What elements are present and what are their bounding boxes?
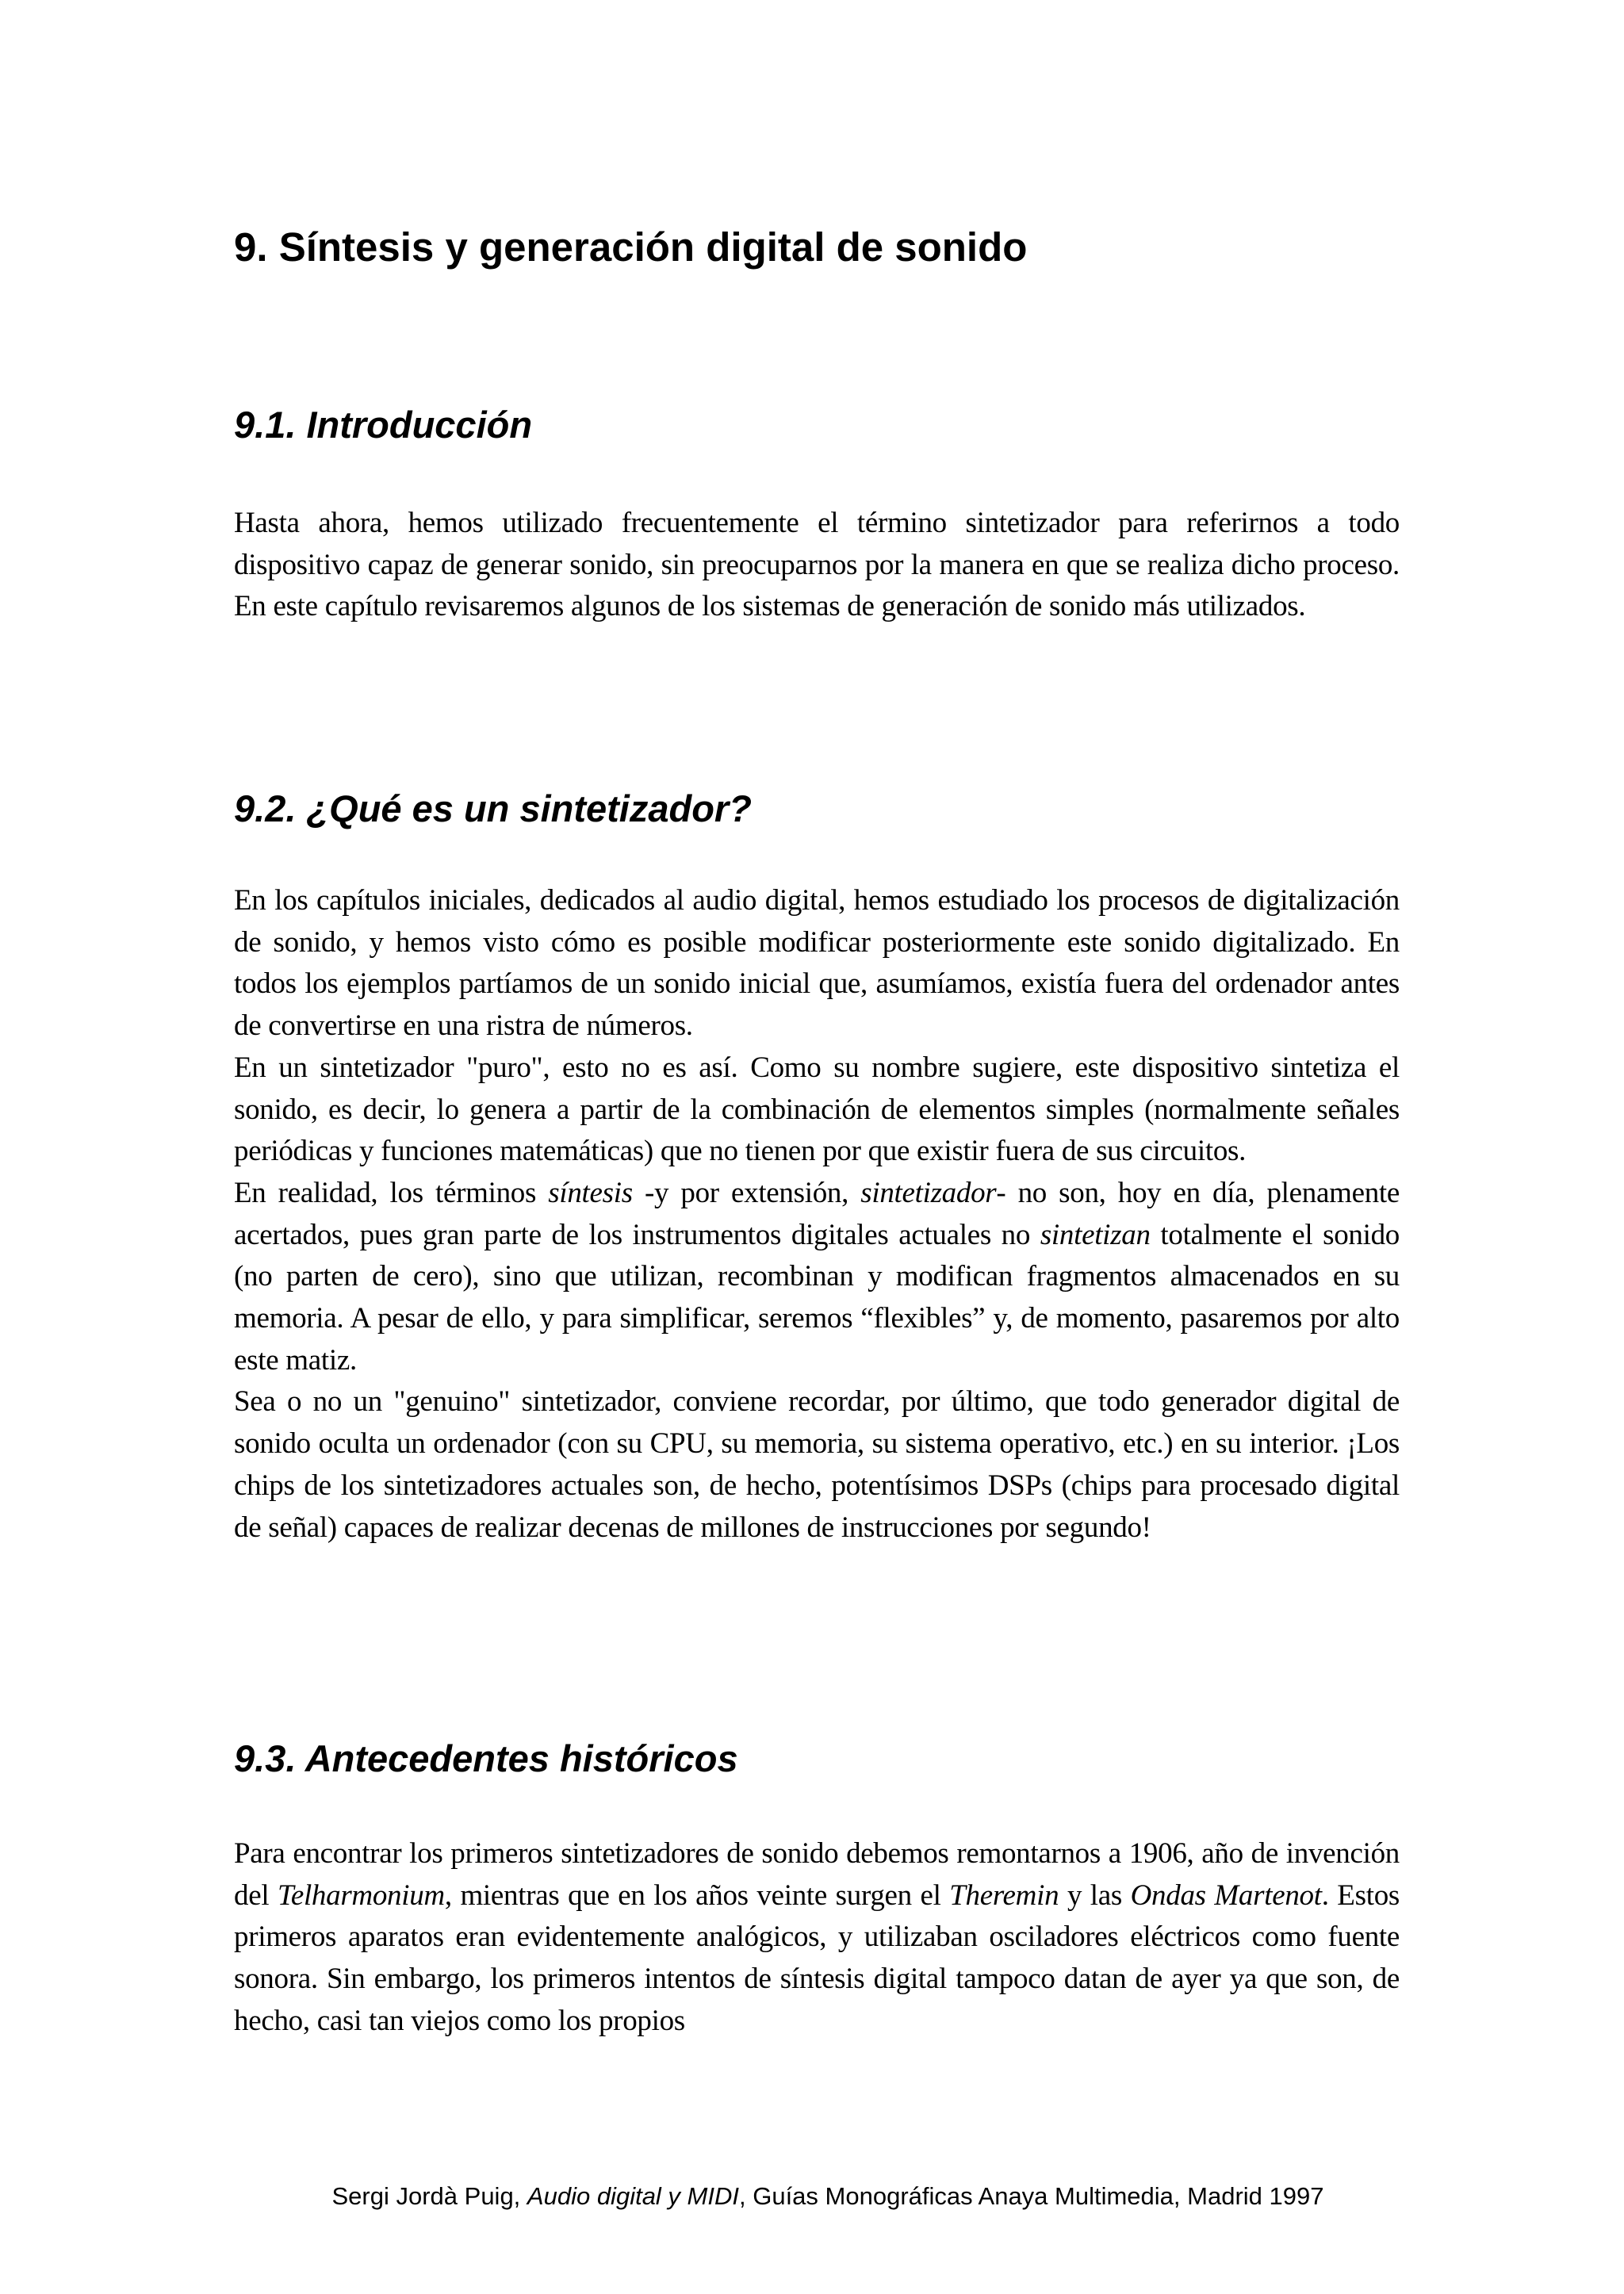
- italic-term-telharmonium: Telharmonium: [277, 1878, 445, 1912]
- page-footer: [0, 2181, 1624, 2212]
- paragraph: Sea o no un "genuino" sintetizador, conviene recordar, por último, que todo generador digital de sonido oculta un ordenador (con su CPU, su memoria, su sistema operativo, etc.) en su interior. ¡Los chips de los sintetizadores actuales son, de hecho, potentísimos DSPs (chips para procesado digital de señal) capaces de realizar decenas de millones de instrucciones por segundo!: [234, 1385, 1400, 1544]
- footer-book-title: Audio digital y MIDI: [527, 2182, 739, 2210]
- paragraph: En los capítulos iniciales, dedicados al audio digital, hemos estudiado los procesos de digitalización de sonido, y hemos visto cómo es posible modificar posteriormente este sonido digitalizado. En todos los ejemplos partíamos de un sonido inicial que, asumíamos, existía fuera del ordenador antes de convertirse en una ristra de números.: [234, 884, 1400, 1043]
- section-body-introduccion: [234, 503, 1400, 628]
- chapter-title: 9. Síntesis y generación digital de sonido: [234, 224, 1028, 270]
- paragraph-text: totalmente el sonido (no parten de cero), sino que utilizan, recombinan y modifican fragmentos almacenados en su memoria. A pesar de ello, y para simplificar, seremos “flexibles” y, de momento, pasaremos por alto este matiz.: [234, 1218, 1400, 1377]
- section-body-que-es-un-sintetizador: [234, 880, 1400, 1549]
- footer-publisher: , Guías Monográficas Anaya Multimedia, Madrid 1997: [738, 2182, 1324, 2210]
- paragraph-text: En realidad, los términos: [234, 1176, 549, 1209]
- footer-citation: [332, 2181, 1324, 2212]
- italic-term-sintetizador: sintetizador: [860, 1176, 997, 1209]
- section-title-antecedentes-historicos: 9.3. Antecedentes históricos: [234, 1737, 738, 1779]
- section-title-que-es-un-sintetizador: 9.2. ¿Qué es un sintetizador?: [234, 787, 752, 829]
- italic-term-theremin: Theremin: [949, 1878, 1059, 1912]
- paragraph: En un sintetizador "puro", esto no es así. Como su nombre sugiere, este dispositivo sintetiza el sonido, es decir, lo genera a partir de la combinación de elementos simples (normalmente señales periódicas y funciones matemáticas) que no tienen por que existir fuera de sus circuitos.: [234, 1051, 1400, 1168]
- italic-term-sintesis: síntesis: [548, 1176, 633, 1209]
- paragraph: [234, 1833, 1400, 2043]
- footer-author: Sergi Jordà Puig,: [331, 2182, 527, 2210]
- section-body-antecedentes-historicos: [234, 1833, 1400, 2043]
- paragraph: [234, 1173, 1400, 1382]
- section-title-introduccion: 9.1. Introducción: [234, 404, 533, 446]
- italic-term-ondas-martenot: Ondas Martenot: [1130, 1878, 1322, 1912]
- italic-term-sintetizan: sintetizan: [1040, 1218, 1151, 1251]
- paragraph-text: , mientras que en los años veinte surgen el: [444, 1878, 950, 1912]
- paragraph-text: -y por extensión,: [632, 1176, 861, 1209]
- paragraph-text: - no son, hoy en día, plenamente acertados, pues gran parte de los instrumentos digitales actuales no: [234, 1176, 1400, 1251]
- paragraph-text: . Estos primeros aparatos eran evidentemente analógicos, y utilizaban osciladores eléctricos como fuente sonora. Sin embargo, los primeros intentos de síntesis digital tampoco datan de ayer ya que son, de hecho, casi tan viejos como los propios: [234, 1878, 1400, 2037]
- paragraph-text: y las: [1059, 1878, 1131, 1912]
- paragraph: Hasta ahora, hemos utilizado frecuentemente el término sintetizador para referirnos a todo dispositivo capaz de generar sonido, sin preocuparnos por la manera en que se realiza dicho proceso. En este capítulo revisaremos algunos de los sistemas de generación de sonido más utilizados.: [234, 507, 1400, 623]
- paragraph-text: Para encontrar los primeros sintetizadores de sonido debemos remontarnos a 1906, año de invención del: [234, 1837, 1400, 1912]
